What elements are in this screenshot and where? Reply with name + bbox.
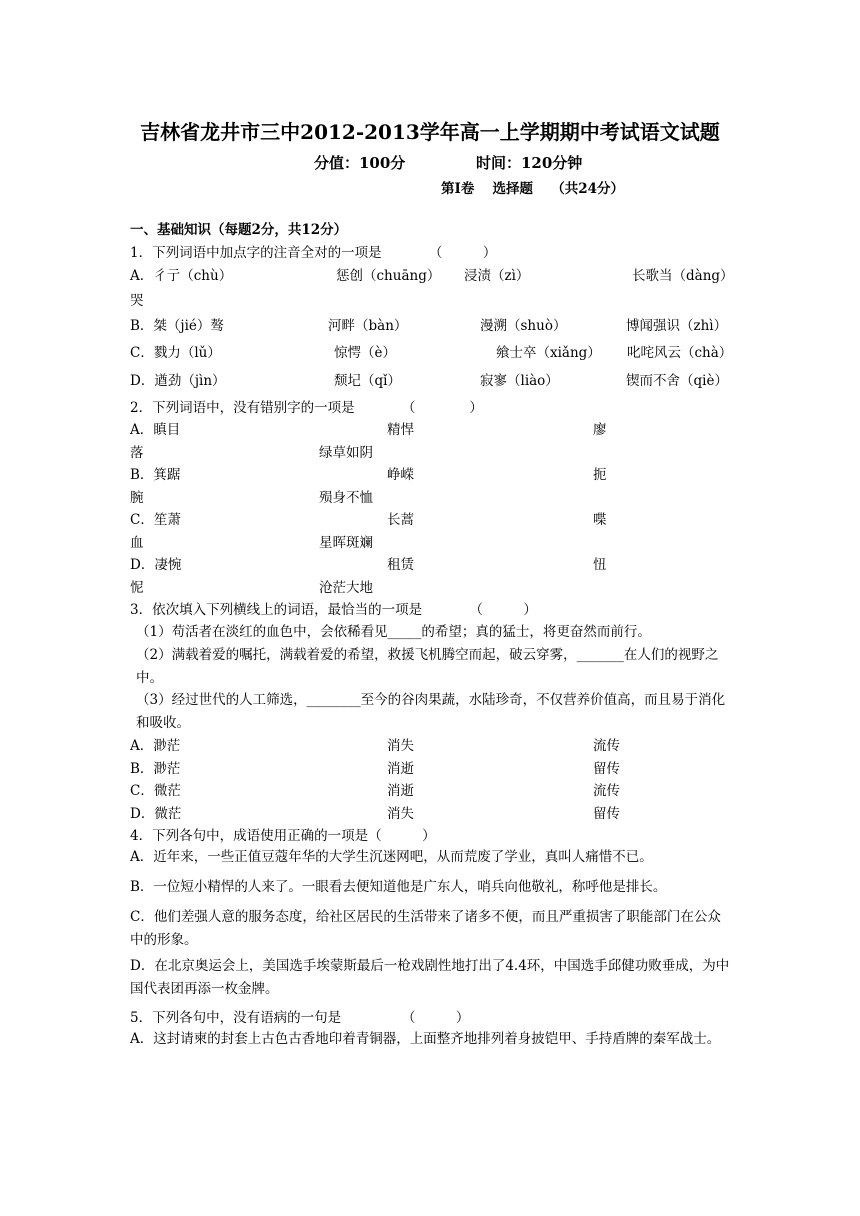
q4-option-d: D．在北京奥运会上，美国选手埃蒙斯最后一枪戏剧性地打出了4.4环，中国选手邱健功败垂成，为中国代表团再添一枚金牌。 xyxy=(130,958,730,997)
q3-option-a-1: A．渺茫 xyxy=(130,738,181,754)
q2-option-b-1: B．箕踞 xyxy=(130,467,181,483)
q3-option-b-3: 留传 xyxy=(593,761,620,777)
q1-option-a-1: A．彳亍（chù） xyxy=(130,268,233,284)
q1-option-d-2: 颓圮（qǐ） xyxy=(334,373,401,389)
q3-option-d-3: 留传 xyxy=(593,806,620,822)
q2-option-c-2: 长蒿 xyxy=(387,512,414,528)
q2-option-d-2: 租赁 xyxy=(387,557,414,573)
q3-option-a-2: 消失 xyxy=(387,738,414,754)
q1-option-b-2: 河畔（bàn） xyxy=(328,318,408,334)
q1-option-b-4: 博闻强识（zhì） xyxy=(626,318,728,334)
q2-option-a-4: 落 xyxy=(130,445,144,461)
q1-option-b-1: B．桀（jié）骜 xyxy=(130,318,224,334)
q4-option-b: B．一位短小精悍的人来了。一眼看去便知道他是广东人，哨兵向他敬礼，称呼他是排长。 xyxy=(130,879,667,895)
q4-stem: 4．下列各句中，成语使用正确的一项是（ ） xyxy=(130,828,436,844)
q2-option-a-2: 精悍 xyxy=(387,422,414,438)
q3-option-d-2: 消失 xyxy=(387,806,414,822)
q1-option-c-3: 飨士卒（xiǎng） xyxy=(496,345,601,361)
q2-option-b-4: 腕 xyxy=(130,490,144,506)
q1-option-a-2: 惩创（chuāng） xyxy=(336,268,441,284)
q2-option-a-5: 绿草如阴 xyxy=(319,445,373,461)
q2-option-d-5: 沧茫大地 xyxy=(319,580,373,596)
q1-option-d-3: 寂寥（liào） xyxy=(480,373,559,389)
section-heading: 一、基础知识（每题2分，共12分） xyxy=(130,222,348,238)
part-heading: 第Ⅰ卷 选择题 （共24分） xyxy=(441,181,625,197)
page-title: 吉林省龙井市三中2012-2013学年高一上学期期中考试语文试题 xyxy=(140,120,720,144)
q2-option-c-4: 血 xyxy=(130,535,144,551)
q3-sentence-3: （3）经过世代的人工筛选，________至今的谷肉果蔬，水陆珍奇，不仅营养价值高，而且易于消化和吸收。 xyxy=(136,692,726,731)
q1-option-a-wrap: 哭 xyxy=(130,293,144,309)
q2-option-b-3: 扼 xyxy=(593,467,607,483)
time-info: 时间：120分钟 xyxy=(476,154,583,172)
q2-option-a-3: 廖 xyxy=(593,422,607,438)
q3-sentence-1: （1）苟活者在淡红的血色中，会依稀看见_____的希望；真的猛士，将更奋然而前行。 xyxy=(136,624,651,640)
q5-stem: 5．下列各句中，没有语病的一句是 （ ） xyxy=(130,1010,470,1026)
q2-option-d-3: 忸 xyxy=(593,557,607,573)
q1-stem: 1．下列词语中加点字的注音全对的一项是 （ ） xyxy=(130,245,497,261)
q3-option-d-1: D．微茫 xyxy=(130,806,182,822)
q1-option-a-3: 浸渍（zì） xyxy=(464,268,530,284)
q3-option-b-2: 消逝 xyxy=(387,761,414,777)
exam-meta xyxy=(314,152,583,173)
q2-stem: 2．下列词语中，没有错别字的一项是 （ ） xyxy=(130,400,483,416)
q2-option-c-3: 喋 xyxy=(593,512,607,528)
q3-option-b-1: B．渺茫 xyxy=(130,761,181,777)
q1-option-a-4: 长歌当（dàng） xyxy=(632,268,734,284)
q3-option-c-1: C．微茫 xyxy=(130,783,181,799)
q3-sentence-2: （2）满载着爱的嘱托，满载着爱的希望，救援飞机腾空而起，破云穿雾，_______在人们的视野之中。 xyxy=(136,647,719,686)
q2-option-c-1: C．笙萧 xyxy=(130,512,181,528)
q3-option-c-3: 流传 xyxy=(593,783,620,799)
q4-option-c: C．他们差强人意的服务态度，给社区居民的生活带来了诸多不便，而且严重损害了职能部门在公众中的形象。 xyxy=(130,909,721,948)
q1-option-c-2: 惊愕（è） xyxy=(334,345,396,361)
q1-option-d-1: D．遒劲（jìn） xyxy=(130,373,226,389)
q1-option-d-4: 锲而不舍（qiè） xyxy=(626,373,728,389)
q1-option-b-3: 漫溯（shuò） xyxy=(480,318,567,334)
q2-option-b-2: 峥嵘 xyxy=(387,467,414,483)
q3-option-c-2: 消逝 xyxy=(387,783,414,799)
q3-option-a-3: 流传 xyxy=(593,738,620,754)
q2-option-d-4: 怩 xyxy=(130,580,144,596)
q2-option-d-1: D．凄惋 xyxy=(130,557,182,573)
q5-option-a: A．这封请柬的封套上古色古香地印着青铜器，上面整齐地排列着身披铠甲、手持盾牌的秦军战士。 xyxy=(130,1031,721,1047)
q4-option-a: A．近年来，一些正值豆蔻年华的大学生沉迷网吧，从而荒废了学业，真叫人痛惜不已。 xyxy=(130,849,653,865)
q2-option-b-5: 殒身不恤 xyxy=(319,490,373,506)
q1-option-c-1: C．戮力（lǔ） xyxy=(130,345,221,361)
q1-option-c-4: 叱咤风云（chà） xyxy=(627,345,733,361)
q3-stem: 3．依次填入下列横线上的词语，最恰当的一项是 （ ） xyxy=(130,602,537,618)
q2-option-a-1: A．瞋目 xyxy=(130,422,181,438)
score-info: 分值：100分 xyxy=(314,154,406,172)
q2-option-c-5: 星晖斑斓 xyxy=(319,535,373,551)
